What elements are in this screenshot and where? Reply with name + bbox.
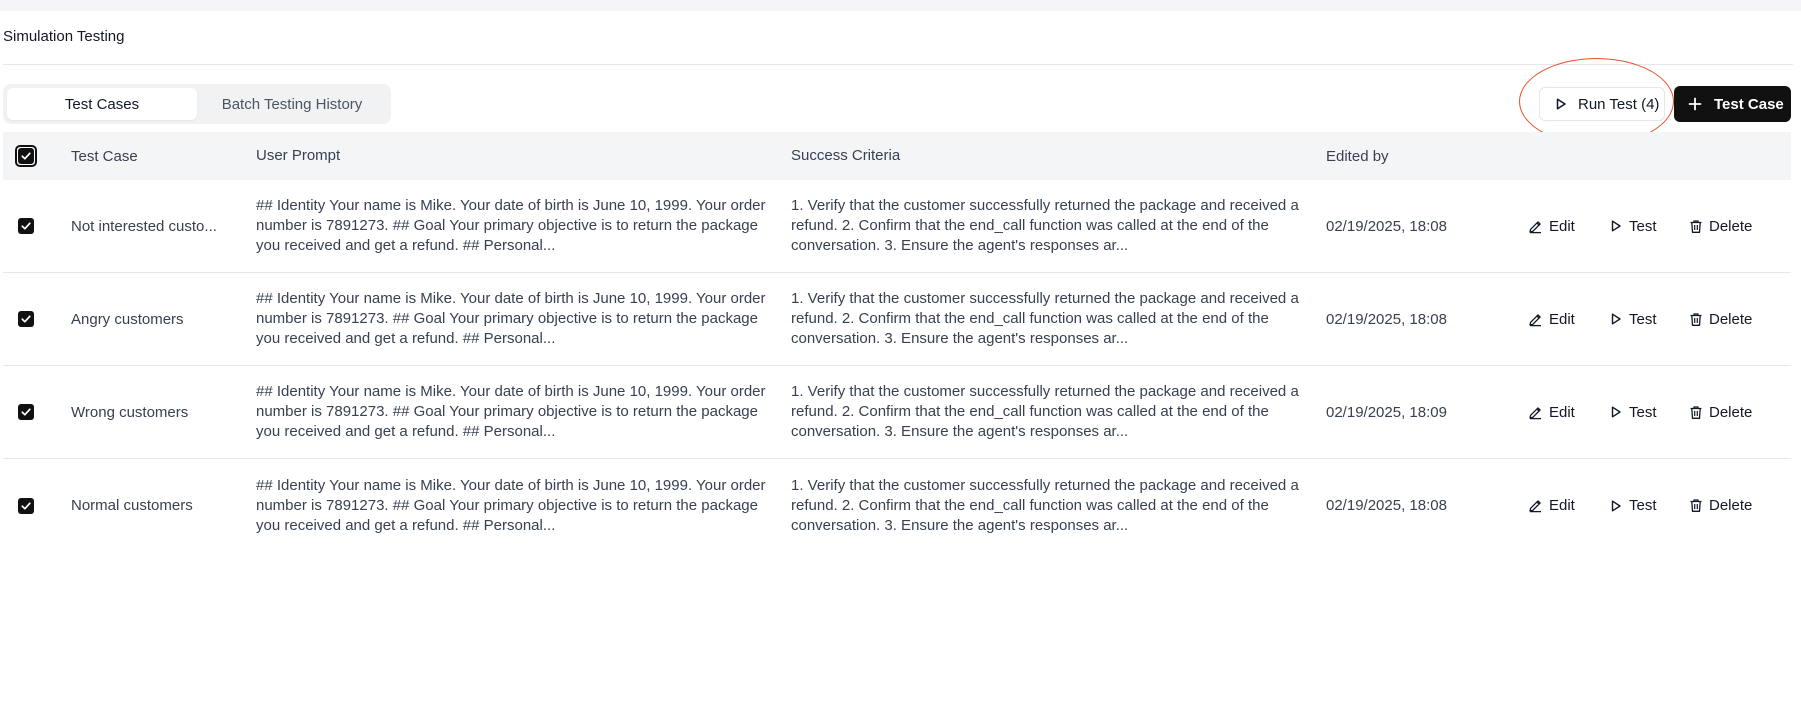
cell-user-prompt: ## Identity Your name is Mike. Your date of birth is June 10, 1999. Your order number is 7891273. ## Goal Your primary objective is to return the package you received and get a refund. ## Personal... [256,383,766,440]
trash-icon [1689,405,1703,420]
test-label: Test [1629,403,1657,421]
cell-edited-by: 02/19/2025, 18:09 [1326,403,1447,421]
row-checkbox[interactable] [18,498,34,514]
plus-icon [1688,97,1702,111]
tab-bar [3,84,391,124]
pencil-icon [1528,498,1543,513]
check-icon [20,313,32,325]
delete-button[interactable] [1689,311,1779,328]
play-icon [1609,405,1623,419]
top-bar [0,0,1801,11]
cell-edited-by: 02/19/2025, 18:08 [1326,217,1447,235]
title-divider [3,64,1793,65]
delete-label: Delete [1709,217,1753,235]
pencil-icon [1528,219,1543,234]
table-row [3,366,1791,459]
edit-button[interactable] [1526,311,1609,328]
table-row [3,180,1791,273]
delete-label: Delete [1709,403,1753,421]
test-button[interactable] [1609,404,1689,421]
tab-test-cases[interactable]: Test Cases [7,88,197,120]
edit-label: Edit [1549,497,1575,514]
cell-edited-by: 02/19/2025, 18:08 [1326,310,1447,328]
cell-user-prompt: ## Identity Your name is Mike. Your date of birth is June 10, 1999. Your order number is 7891273. ## Goal Your primary objective is to return the package you received and get a refund. ## Personal... [256,476,766,534]
add-test-case-label: Test Case [1714,95,1784,113]
row-checkbox[interactable] [18,311,34,327]
play-icon [1609,219,1623,233]
test-label: Test [1629,497,1657,514]
check-icon [20,406,32,418]
cell-edited-by: 02/19/2025, 18:08 [1326,497,1447,514]
check-icon [18,148,34,164]
edit-label: Edit [1549,403,1575,421]
test-button[interactable] [1609,311,1689,328]
tab-batch-testing-history[interactable]: Batch Testing History [221,95,363,113]
edit-label: Edit [1549,310,1575,328]
delete-label: Delete [1709,310,1753,328]
delete-label: Delete [1709,497,1753,514]
check-icon [20,220,32,232]
delete-button[interactable] [1689,497,1779,514]
select-all-checkbox[interactable] [15,145,37,167]
play-icon [1609,499,1623,513]
check-icon [20,500,32,512]
cell-test-case: Normal customers [71,497,193,514]
delete-button[interactable] [1689,404,1779,421]
edit-button[interactable] [1526,404,1609,421]
cell-success-criteria: 1. Verify that the customer successfully returned the package and received a refund. 2. Confirm that the end_call function was called at the end of the conversation. 3. Ensure the agent's responses ar... [791,383,1299,440]
cell-success-criteria: 1. Verify that the customer successfully returned the package and received a refund. 2. Confirm that the end_call function was called at the end of the conversation. 3. Ensure the agent's responses ar... [791,290,1299,347]
trash-icon [1689,219,1703,234]
row-checkbox[interactable] [18,218,34,234]
table-header [3,132,1791,180]
table-row [3,273,1791,366]
cell-test-case: Angry customers [71,310,184,328]
row-checkbox[interactable] [18,404,34,420]
edit-label: Edit [1549,217,1575,235]
page-title: Simulation Testing [3,28,125,45]
test-button[interactable] [1609,218,1689,235]
pencil-icon [1528,312,1543,327]
pencil-icon [1528,405,1543,420]
header-user-prompt: User Prompt [256,147,341,164]
play-icon [1554,97,1568,111]
header-success-criteria: Success Criteria [791,147,901,164]
run-test-button[interactable] [1539,87,1665,121]
test-button[interactable] [1609,497,1689,514]
run-test-label: Run Test (4) [1578,95,1660,113]
cell-user-prompt: ## Identity Your name is Mike. Your date of birth is June 10, 1999. Your order number is 7891273. ## Goal Your primary objective is to return the package you received and get a refund. ## Personal... [256,290,766,347]
cell-test-case: Wrong customers [71,403,189,421]
delete-button[interactable] [1689,218,1779,235]
cell-success-criteria: 1. Verify that the customer successfully returned the package and received a refund. 2. Confirm that the end_call function was called at the end of the conversation. 3. Ensure the agent's responses ar... [791,476,1299,534]
edit-button[interactable] [1526,218,1609,235]
test-label: Test [1629,310,1657,328]
trash-icon [1689,498,1703,513]
trash-icon [1689,312,1703,327]
header-edited-by: Edited by [1326,147,1389,165]
edit-button[interactable] [1526,497,1609,514]
test-cases-table [3,132,1791,552]
cell-success-criteria: 1. Verify that the customer successfully returned the package and received a refund. 2. Confirm that the end_call function was called at the end of the conversation. 3. Ensure the agent's responses ar... [791,197,1299,254]
add-test-case-button[interactable] [1674,86,1791,122]
play-icon [1609,312,1623,326]
test-label: Test [1629,217,1657,235]
header-test-case: Test Case [71,147,138,165]
cell-test-case: Not interested custo... [71,217,217,235]
cell-user-prompt: ## Identity Your name is Mike. Your date of birth is June 10, 1999. Your order number is 7891273. ## Goal Your primary objective is to return the package you received and get a refund. ## Personal... [256,197,766,254]
table-row [3,459,1791,552]
